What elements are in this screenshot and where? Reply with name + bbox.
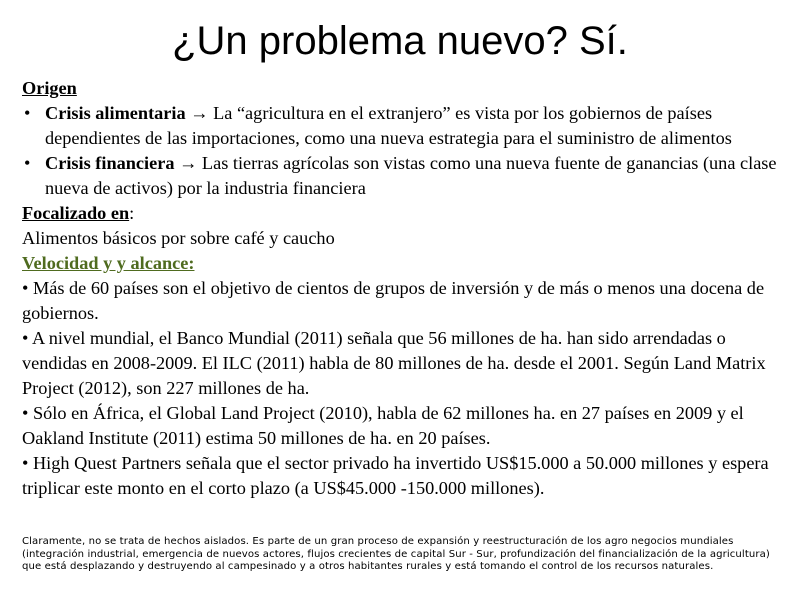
origen-item-lead: Crisis financiera [45,153,175,173]
arrow-icon: → [179,153,198,173]
velocidad-item [22,326,786,401]
origen-heading: Origen [22,78,77,98]
origen-item-text: Las tierras agrícolas son vistas como una nueva fuente de ganancias (una clase nueva de activos) por la industria financiera [45,153,777,198]
bullet-marker: • [22,328,29,348]
velocidad-item-text: Más de 60 países son el objetivo de cientos de grupos de inversión y de más o menos una docena de gobiernos. [22,278,765,323]
velocidad-heading: Velocidad y y alcance: [22,253,195,273]
slide-body [22,76,786,501]
origen-item [22,151,786,201]
footnote: Claramente, no se trata de hechos aislados. Es parte de un gran proceso de expansión y reestructuración de los agro negocios mundiales (integración industrial, emergencia de nuevos actores, flujos crecientes de capital Sur - Sur, profundización del financialización de la agricultura) que está desplazando y destruyendo al campesinado y a otros habitantes rurales y está tomando el control de los recursos naturales. [22,536,770,572]
focalizado-text: Alimentos básicos por sobre café y caucho [22,228,335,248]
velocidad-item-text: A nivel mundial, el Banco Mundial (2011) señala que 56 millones de ha. han sido arrendadas o vendidas en 2008-2009. El ILC (2011) habla de 80 millones de ha. desde el 2001. Según Land Matrix Project (2012), son 227 millones de ha. [22,328,766,398]
bullet-marker: • [22,278,29,298]
velocidad-item [22,276,786,326]
arrow-icon: → [190,103,209,123]
bullet-marker: • [22,403,29,423]
origen-item-lead: Crisis alimentaria [45,103,186,123]
origen-item [22,101,786,151]
velocidad-item [22,401,786,451]
bullet-marker: • [22,453,29,473]
bullet-marker: • [24,153,31,173]
focalizado-row [22,201,786,226]
bullet-marker: • [24,103,31,123]
focalizado-heading: Focalizado en [22,203,130,223]
velocidad-item-text: Sólo en África, el Global Land Project (2010), habla de 62 millones ha. en 27 países en 2009 y el Oakland Institute (2011) estima 50 millones de ha. en 20 países. [22,403,744,448]
velocidad-item-text: High Quest Partners señala que el sector privado ha invertido US$15.000 a 50.000 millones y espera triplicar este monto en el corto plazo (a US$45.000 -150.000 millones). [22,453,769,498]
origen-item-text: La “agricultura en el extranjero” es vista por los gobiernos de países dependientes de las importaciones, como una nueva estrategia para el suministro de alimentos [45,103,732,148]
velocidad-item [22,451,786,501]
slide-title: ¿Un problema nuevo? Sí. [172,19,628,63]
focalizado-colon: : [129,203,135,223]
